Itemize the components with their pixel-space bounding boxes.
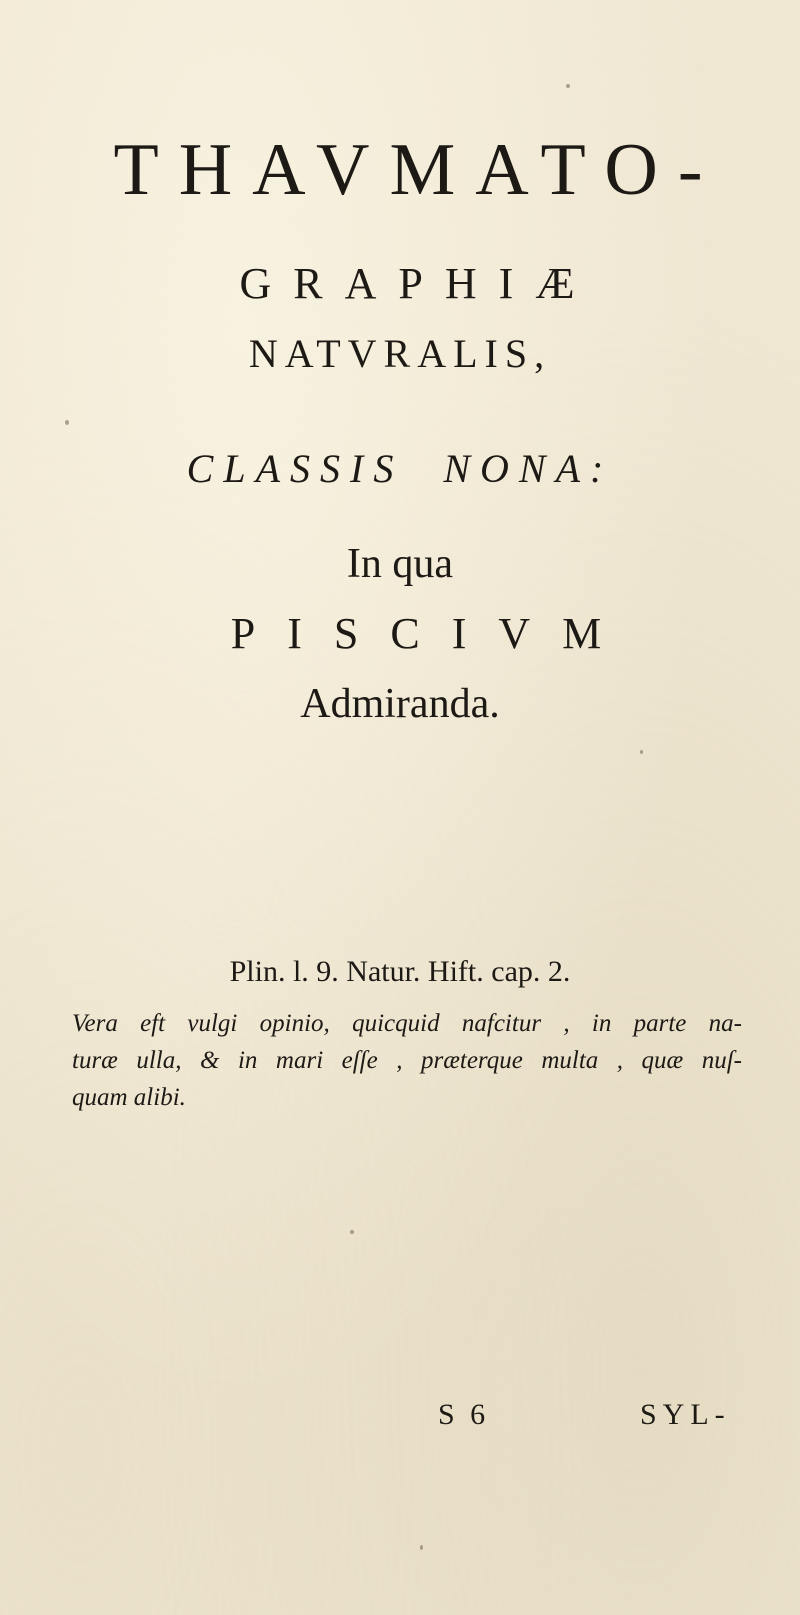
quote-line-1: Vera eft vulgi opinio, quicquid nafcitur , in parte na- bbox=[72, 1010, 742, 1037]
title-line-piscium: PISCIVM bbox=[230, 609, 634, 658]
paper-speck bbox=[420, 1545, 423, 1550]
paper-speck bbox=[65, 420, 69, 425]
signature-mark: S 6 bbox=[438, 1398, 490, 1431]
nona-word: NONA: bbox=[443, 446, 614, 491]
classis-word: CLASSIS bbox=[186, 446, 404, 491]
title-line-admiranda: Admiranda. bbox=[300, 681, 500, 727]
title-line-graphiae: GRAPHIÆ bbox=[239, 259, 597, 308]
title-line-classis-nona bbox=[0, 445, 800, 492]
paper-speck bbox=[566, 84, 570, 88]
pliny-quote bbox=[72, 1005, 742, 1116]
quote-line-2: turæ ulla, & in mari eſſe , præterque multa , quæ nuſ- bbox=[72, 1047, 742, 1074]
pliny-citation: Plin. l. 9. Natur. Hift. cap. 2. bbox=[229, 955, 571, 988]
paper-speck bbox=[640, 750, 643, 754]
quote-line-3: quam alibi. bbox=[72, 1084, 186, 1111]
paper-speck bbox=[350, 1230, 354, 1234]
title-line-naturalis: NATVRALIS, bbox=[248, 331, 552, 376]
title-line-in-qua: In qua bbox=[346, 541, 454, 587]
title-line-thaumato: THAVMATO- bbox=[113, 129, 723, 211]
catchword: SYL- bbox=[640, 1398, 731, 1431]
